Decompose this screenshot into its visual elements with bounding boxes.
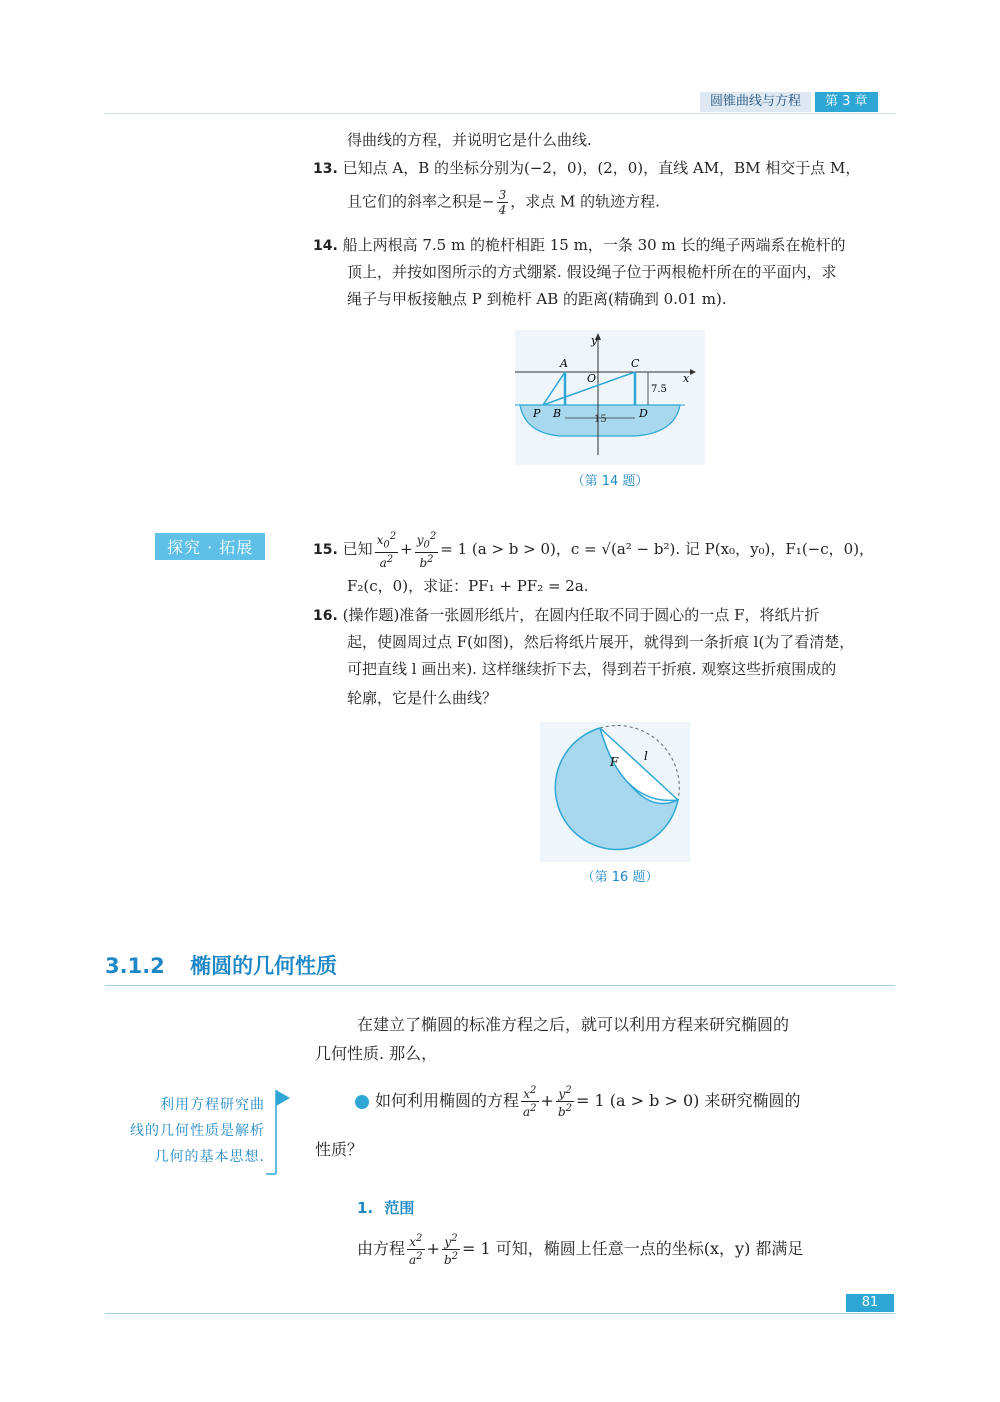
figure-16-caption: （第 16 题） — [581, 870, 659, 885]
side-note — [105, 1092, 265, 1170]
section-heading — [105, 950, 337, 980]
problem-15: 15. 已知 $\frac{x_0^2}{a^2}$ + $\frac{y_0^2}{b^2}$ = 1 (a > b > 0)，c = √(a² − b²). 记 P(x₀，y₀)，F₁(−c，0)， — [313, 531, 875, 571]
page-number: 81 — [846, 1294, 894, 1312]
problem-13-line2 — [347, 188, 907, 217]
problem-14-line3: 绳子与甲板接触点 P 到桅杆 AB 的距离(精确到 0.01 m). — [347, 290, 727, 308]
problem-14-line2: 顶上，并按如图所示的方式绷紧. 假设绳子位于两根桅杆所在的平面内，求 — [347, 263, 837, 281]
section-title: 椭圆的几何性质 — [190, 954, 338, 978]
running-header — [700, 92, 878, 112]
label-d: D — [639, 407, 648, 420]
side-note-line3: 几何的基本思想. — [154, 1149, 265, 1165]
figure-14-background — [515, 330, 705, 465]
problem-13-line1: 已知点 A，B 的坐标分别为(−2，0)，(2，0)，直线 AM，BM 相交于点 M， — [342, 159, 861, 177]
range-text: 由方程 $\frac{x^2}{a^2}$ + $\frac{y^2}{b^2}$ = 1 可知，椭圆上任意一点的坐标(x，y) 都满足 — [357, 1233, 804, 1267]
continuation-text: 得曲线的方程，并说明它是什么曲线. — [347, 131, 592, 149]
fraction-range-x-a: $\frac{x^2}{a^2}$ — [409, 1233, 423, 1267]
problem-16 — [313, 602, 903, 629]
question-line2: 性质？ — [315, 1140, 364, 1159]
fraction-numerator: 3 — [498, 188, 507, 202]
label-height: 7.5 — [651, 384, 667, 395]
label-f: F — [610, 755, 619, 769]
label-a: A — [560, 357, 568, 370]
header-title: 圆锥曲线与方程 — [700, 92, 811, 112]
side-note-flag-icon — [264, 1088, 294, 1176]
question-after: = 1 (a > b > 0) 来研究椭圆的 — [576, 1091, 801, 1110]
problem-15-line1-b: = 1 (a > b > 0)，c = √(a² − b²). 记 P(x₀，y₀)，F₁(−c，0)， — [440, 540, 875, 559]
label-b: B — [553, 407, 562, 420]
label-x: x — [683, 372, 690, 385]
question: 如何利用椭圆的方程 $\frac{x^2}{a^2}$ + $\frac{y^2}{b^2}$ = 1 (a > b > 0) 来研究椭圆的 — [355, 1084, 915, 1119]
side-note-line1: 利用方程研究曲 — [160, 1097, 265, 1113]
problem-16-number: 16. — [313, 608, 338, 624]
section-number: 3.1.2 — [105, 954, 165, 978]
problem-14-number: 14. — [313, 238, 338, 254]
fraction-range-y-b: $\frac{y^2}{b^2}$ — [443, 1233, 459, 1267]
side-note-line2: 线的几何性质是解析 — [130, 1123, 265, 1139]
range-text-before: 由方程 — [357, 1239, 406, 1258]
intro-line1: 在建立了椭圆的标准方程之后，就可以利用方程来研究椭圆的 — [357, 1015, 790, 1034]
problem-15-line2: F₂(c，0)，求证：PF₁ + PF₂ = 2a. — [347, 577, 589, 595]
subsection-number: 1. — [357, 1199, 374, 1217]
fraction-x0-a: $\frac{x_0^2}{a^2}$ — [376, 531, 397, 571]
subsection-title: 范围 — [384, 1199, 415, 1217]
bullet-dot-icon — [355, 1095, 369, 1109]
problem-13-number: 13. — [313, 161, 338, 177]
problem-16-line2: 起，使圆周过点 F(如图)，然后将纸片展开，就得到一条折痕 l(为了看清楚， — [347, 633, 855, 651]
header-chapter: 第 3 章 — [815, 92, 878, 112]
problem-16-line4: 轮廓，它是什么曲线？ — [347, 689, 498, 707]
label-y: y — [591, 334, 598, 347]
label-width: 15 — [594, 414, 607, 425]
label-o: O — [587, 372, 597, 385]
problem-15-number: 15. — [313, 542, 338, 559]
problem-14 — [313, 232, 903, 259]
figure-14-boat-diagram — [515, 330, 705, 465]
problem-13-line2-before: 且它们的斜率之积是− — [347, 192, 495, 211]
intro-line2: 几何性质. 那么， — [315, 1044, 438, 1063]
figure-16-circle-fold — [540, 722, 690, 862]
label-c: C — [631, 357, 640, 370]
fraction-x-a: $\frac{x^2}{a^2}$ — [523, 1085, 537, 1119]
footer-divider — [105, 1313, 895, 1314]
subsection-heading — [357, 1197, 414, 1218]
question-before: 如何利用椭圆的方程 — [375, 1091, 520, 1110]
range-text-after: = 1 可知，椭圆上任意一点的坐标(x，y) 都满足 — [462, 1239, 804, 1258]
fraction-3-4 — [497, 188, 509, 217]
problem-13 — [313, 155, 903, 182]
problem-15-line1-a: 已知 — [342, 540, 373, 559]
problem-16-line1: (操作题)准备一张圆形纸片，在圆内任取不同于圆心的一点 F，将纸片折 — [342, 606, 820, 624]
explore-badge: 探究 · 拓展 — [155, 533, 265, 560]
problem-16-line3: 可把直线 l 画出来). 这样继续折下去，得到若干折痕. 观察这些折痕围成的 — [347, 660, 837, 678]
fraction-y-b: $\frac{y^2}{b^2}$ — [557, 1085, 573, 1119]
figure-14-caption: （第 14 题） — [571, 474, 649, 489]
header-divider — [105, 113, 895, 114]
section-divider — [105, 985, 895, 986]
fraction-denominator: 4 — [498, 203, 507, 217]
fraction-y0-b: $\frac{y_0^2}{b^2}$ — [416, 531, 437, 571]
label-l: l — [644, 749, 648, 763]
problem-14-line1: 船上两根高 7.5 m 的桅杆相距 15 m，一条 30 m 长的绳子两端系在桅杆的 — [342, 236, 846, 254]
problem-13-line2-after: ，求点 M 的轨迹方程. — [510, 192, 660, 211]
flag-triangle — [276, 1090, 290, 1106]
label-p: P — [533, 407, 541, 420]
